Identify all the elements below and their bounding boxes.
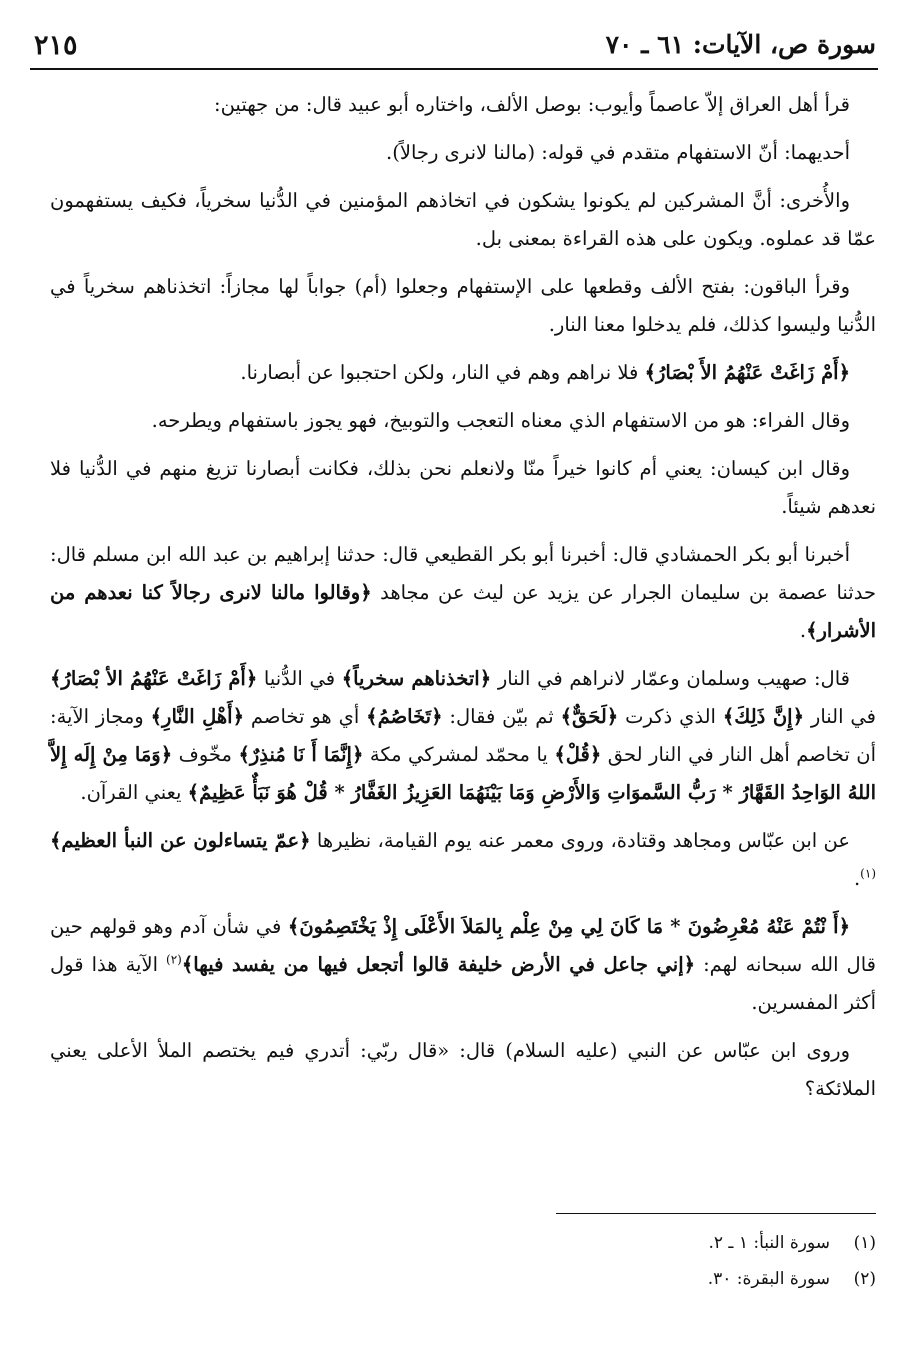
paragraph: [50, 660, 876, 812]
text-segment: قرأ أهل العراق إلاّ عاصماً وأيوب: بوصل الألف، واختاره أبو عبيد قال: من جهتين:: [214, 93, 850, 116]
text-segment: الآية هذا قول أكثر المفسرين.: [50, 953, 876, 1014]
text-segment: ومجاز الآية: أن تخاصم أهل النار في النار لحق: [50, 705, 876, 766]
paragraph: [50, 822, 876, 898]
text-segment: في الدُّنيا: [257, 667, 342, 690]
quran-quote: ﴿اتخذناهم سخرياً﴾: [341, 667, 492, 690]
running-title: سورة ص، الآيات: ٦١ ـ ٧٠: [605, 30, 876, 59]
quran-quote: ﴿أَمْ زَاغَتْ عَنْهُمُ الأَ بْصَارُ﴾: [644, 361, 850, 384]
quran-quote: ﴿تَخَاصُمُ﴾: [366, 705, 443, 728]
footnote-text: سورة النبأ: ١ ـ ٢.: [708, 1233, 830, 1253]
paragraph: [50, 1032, 876, 1108]
text-segment: وروى ابن عبّاس عن النبي (عليه السلام) قال: «قال ربّي: أتدري فيم يختصم الملأ الأعلى يعني الملائكة؟: [50, 1039, 876, 1100]
footnote: [708, 1261, 876, 1297]
text-segment: عن ابن عبّاس ومجاهد وقتادة، وروى معمر عنه يوم القيامة، نظيرها: [310, 829, 850, 852]
paragraph: [50, 536, 876, 650]
main-text: [50, 86, 876, 1118]
paragraph: [50, 182, 876, 258]
text-segment: أخبرنا أبو بكر الحمشادي قال: أخبرنا أبو بكر القطيعي قال: حدثنا إبراهيم بن عبد الله ابن مسلم قال: حدثنا عصمة بن سليمان الجرار عن يزيد عن ليث عن مجاهد: [50, 543, 876, 604]
paragraph: [50, 450, 876, 526]
quran-quote: ﴿إني جاعل في الأرض خليفة قالوا أتجعل فيها من يفسد فيها﴾: [181, 953, 696, 976]
quran-quote: ﴿قُلْ﴾: [554, 743, 602, 766]
footnotes: [708, 1225, 876, 1297]
quran-quote: ﴿أَ نْتُمْ عَنْهُ مُعْرِضُونَ * مَا كَانَ لِي مِنْ عِلْم بِالمَلاَ الأَعْلَى إِذْ يَخْتَصِمُونَ﴾: [287, 915, 850, 938]
text-segment: فلا نراهم وهم في النار، ولكن احتجبوا عن أبصارنا.: [240, 361, 645, 384]
paragraph: [50, 908, 876, 1022]
paragraph: [50, 402, 876, 440]
text-segment: مخّوف: [172, 743, 239, 766]
text-segment: وقال الفراء: هو من الاستفهام الذي معناه التعجب والتوبيخ، فهو يجوز باستفهام ويطرحه.: [151, 409, 850, 432]
paragraph: [50, 268, 876, 344]
text-segment: الذي ذكرت: [618, 705, 723, 728]
quran-quote: ﴿أَهْلِ النَّارِ﴾: [150, 705, 245, 728]
quran-quote: ﴿إِنَّمَا أَ نَا مُنذِرٌ﴾: [238, 743, 364, 766]
text-segment: أحديهما: أنّ الاستفهام متقدم في قوله: (مالنا لانرى رجالاً).: [386, 141, 850, 164]
footnote: [708, 1225, 876, 1261]
text-segment: .: [853, 867, 861, 890]
quran-quote: ﴿وَمَا مِنْ إِلَه إِلاَّ اللهُ الوَاحِدُ القَهَّارُ * رَبُّ السَّموَاتِ وَالأَرْضِ وَمَا بَيْنَهُمَا العَزِيزُ الغَفَّارُ * قُلْ هُوَ نَبَأٌ عَظِيمٌ﴾: [50, 743, 876, 804]
footnote-number: (٢): [853, 1269, 876, 1289]
text-segment: أي هو تخاصم: [244, 705, 367, 728]
text-segment: في شأن آدم وهو قولهم حين قال الله سبحانه لهم:: [50, 915, 876, 976]
text-segment: قال: صهيب وسلمان وعمّار لانراهم في النار: [491, 667, 850, 690]
quran-quote: ﴿إِنَّ ذَلِكَ﴾: [722, 705, 805, 728]
page-number: ٢١٥: [34, 30, 78, 61]
text-segment: .: [799, 619, 807, 642]
text-segment: وقرأ الباقون: بفتح الألف وقطعها على الإستفهام وجعلوا (أم) جواباً لها مجازاً: اتخذناهم سخرياً في الدُّنيا وليسوا كذلك، فلم يدخلوا معنا النار.: [50, 275, 876, 336]
text-segment: والأُخرى: أنَّ المشركين لم يكونوا يشكون في اتخاذهم المؤمنين في الدُّنيا سخرياً، فكيف يستفهمون عمّا قد عملوه. ويكون على هذه القراءة بمعنى بل.: [50, 189, 876, 250]
text-segment: وقال ابن كيسان: يعني أم كانوا خيراً منّا ولانعلم نحن بذلك، فكانت أبصارنا تزيغ منهم في الدُّنيا فلا نعدهم شيئاً.: [50, 457, 876, 518]
paragraph: [50, 134, 876, 172]
text-segment: ثم بيّن فقال:: [442, 705, 561, 728]
paragraph: [50, 354, 876, 392]
quran-quote: ﴿لَحَقٌّ﴾: [560, 705, 619, 728]
footnote-divider: [556, 1213, 876, 1214]
text-segment: يا محمّد لمشركي مكة: [363, 743, 555, 766]
footnote-marker: (٢): [166, 952, 182, 967]
footnote-text: سورة البقرة: ٣٠.: [707, 1269, 830, 1289]
paragraph: [50, 86, 876, 124]
quran-quote: ﴿عمّ يتساءلون عن النبأ العظيم﴾: [50, 829, 311, 852]
footnote-marker: (١): [860, 866, 876, 881]
footnote-number: (١): [853, 1233, 876, 1253]
text-segment: يعني القرآن.: [80, 781, 188, 804]
page-header: [30, 28, 878, 70]
quran-quote: ﴿وقالوا مالنا لانرى رجالاً كنا نعدهم من الأشرار﴾: [50, 581, 876, 642]
quran-quote: ﴿أَمْ زَاغَتْ عَنْهُمُ الأ بْصَارُ﴾: [50, 667, 258, 690]
text-segment: في النار: [804, 705, 876, 728]
